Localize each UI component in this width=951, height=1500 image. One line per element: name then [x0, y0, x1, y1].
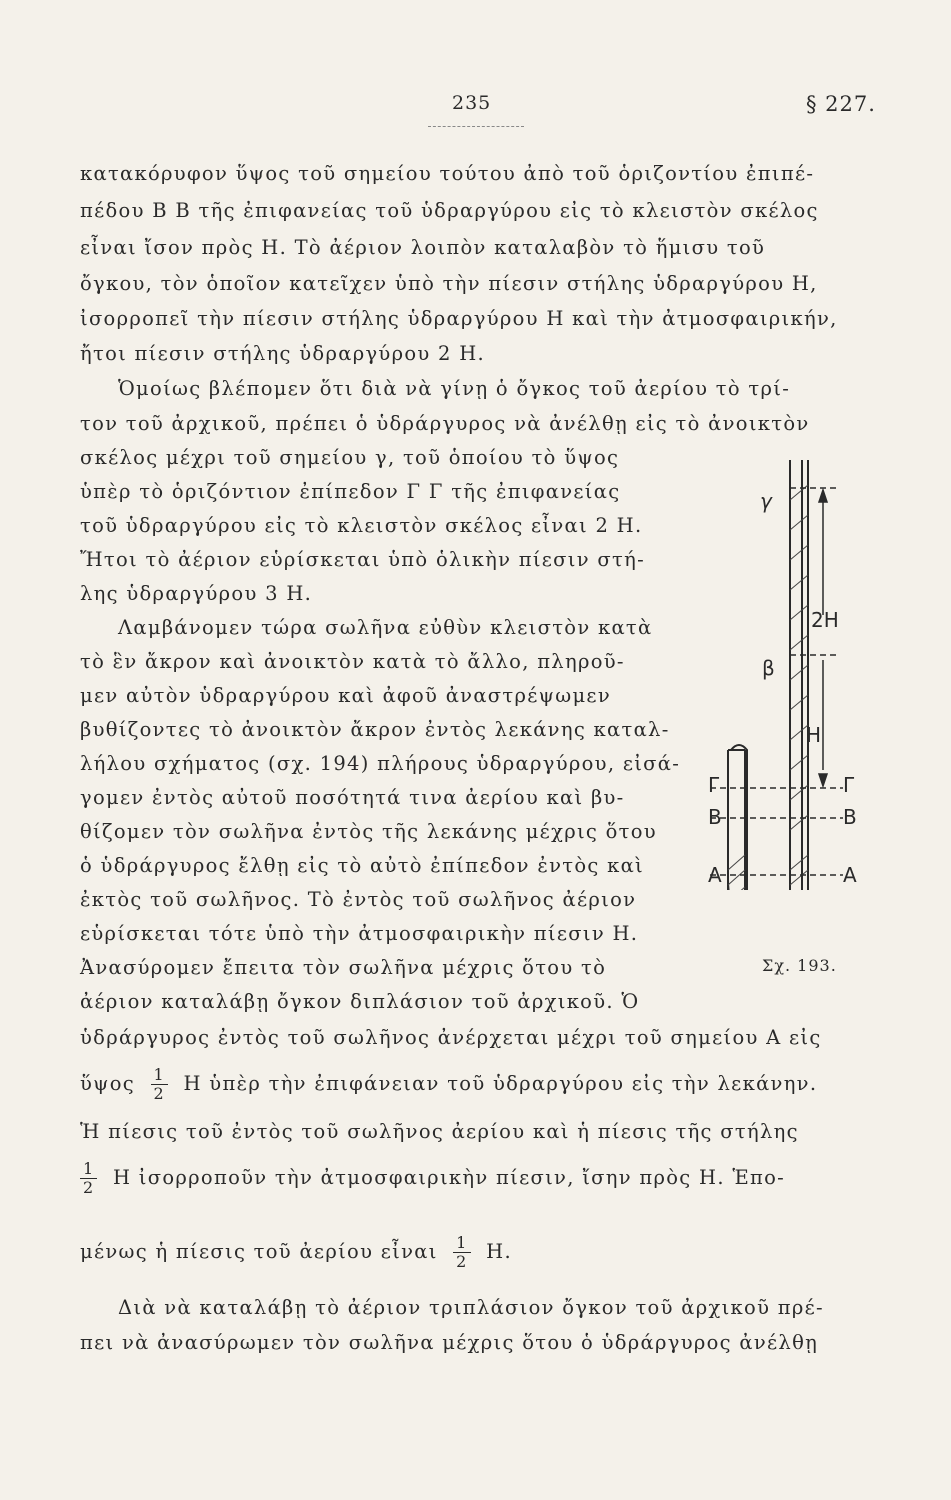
label-a-right: Α: [843, 863, 857, 887]
text-line: βυθίζοντες τὸ ἀνοικτὸν ἄκρον ἐντὸς λεκάνης καταλ-: [80, 718, 670, 741]
text-line: εὑρίσκεται τότε ὑπὸ τὴν ἀτμοσφαιρικὴν πίεσιν Η.: [80, 922, 639, 945]
label-b-right: Β: [843, 805, 857, 829]
text-line: ἐκτὸς τοῦ σωλῆνος. Τὸ ἐντὸς τοῦ σωλῆνος ἀέριον: [80, 888, 637, 911]
text-line: ἤτοι πίεσιν στήλης ὑδραργύρου 2 Η.: [80, 342, 486, 365]
fraction-one-half: [453, 1234, 470, 1271]
figure-caption: Σχ. 193.: [762, 956, 837, 975]
text-line: ἰσορροπεῖ τὴν πίεσιν στήλης ὑδραργύρου Η καὶ τὴν ἀτμοσφαιρικήν,: [80, 307, 838, 330]
text-line: Διὰ νὰ καταλάβῃ τὸ ἀέριον τριπλάσιον ὄγκον τοῦ ἀρχικοῦ πρέ-: [118, 1296, 824, 1319]
fraction-numerator: 1: [80, 1160, 97, 1179]
fraction-denominator: 2: [83, 1178, 95, 1197]
text-line: τὸ ἓν ἄκρον καὶ ἀνοικτὸν κατὰ τὸ ἄλλο, πληροῦ-: [80, 650, 625, 673]
label-gamma: γ: [760, 489, 772, 513]
text-line: εἶναι ἴσον πρὸς Η. Τὸ ἀέριον λοιπὸν καταλαβὸν τὸ ἥμισυ τοῦ: [80, 236, 766, 259]
text-line: ὑπὲρ τὸ ὁριζόντιον ἐπίπεδον Γ Γ τῆς ἐπιφανείας: [80, 480, 621, 503]
text-line: κατακόρυφον ὕψος τοῦ σημείου τούτου ἀπὸ τοῦ ὁριζοντίου ἐπιπέ-: [80, 162, 815, 185]
formula-line: [80, 1234, 512, 1270]
text-line: σκέλος μέχρι τοῦ σημείου γ, τοῦ ὁποίου τὸ ὕψος: [80, 446, 620, 469]
formula-line: [80, 1066, 817, 1102]
text-line: τοῦ ὑδραργύρου εἰς τὸ κλειστὸν σκέλος εἶναι 2 Η.: [80, 514, 643, 537]
formula-text: Η.: [486, 1240, 512, 1263]
mercury-fill: [728, 485, 808, 890]
formula-text: μένως ἡ πίεσις τοῦ ἀερίου εἶναι: [80, 1240, 438, 1263]
text-line: ὑδράργυρος ἐντὸς τοῦ σωλῆνος ἀνέρχεται μέχρι τοῦ σημείου Α εἰς: [80, 1026, 822, 1049]
formula-text: ὕψος: [80, 1072, 136, 1095]
fraction-numerator: 1: [453, 1234, 470, 1253]
fraction-denominator: 2: [153, 1084, 165, 1103]
u-tube-figure: [698, 450, 868, 890]
text-line: λήλου σχήματος (σχ. 194) πλήρους ὑδραργύρου, εἰσά-: [80, 752, 681, 775]
text-line: ἀέριον καταλάβῃ ὄγκον διπλάσιον τοῦ ἀρχικοῦ. Ὁ: [80, 990, 640, 1013]
text-line: Λαμβάνομεν τώρα σωλῆνα εὐθὺν κλειστὸν κατὰ: [118, 616, 653, 639]
label-b-left: Β: [708, 805, 722, 829]
text-line: ὄγκου, τὸν ὁποῖον κατεῖχεν ὑπὸ τὴν πίεσιν στήλης ὑδραργύρου Η,: [80, 272, 818, 295]
section-number: § 227.: [806, 92, 876, 116]
text-line: ὁ ὑδράργυρος ἔλθῃ εἰς τὸ αὐτὸ ἐπίπεδον ἐντὸς καὶ: [80, 854, 644, 877]
page-number-rule: [428, 126, 524, 127]
text-line: Ἀνασύρομεν ἔπειτα τὸν σωλῆνα μέχρις ὅτου τὸ: [80, 956, 607, 979]
formula-text: Η ἰσορροποῦν τὴν ἀτμοσφαιρικὴν πίεσιν, ἴσην πρὸς Η. Ἑπο-: [112, 1166, 786, 1189]
text-line: μεν αὐτὸν ὑδραργύρου καὶ ἀφοῦ ἀναστρέψωμεν: [80, 684, 611, 707]
label-h: Η: [806, 723, 822, 747]
label-a-left: Α: [708, 863, 722, 887]
text-line: γομεν ἐντὸς αὐτοῦ ποσότητά τινα ἀερίου καὶ βυ-: [80, 786, 625, 809]
fraction-one-half: [151, 1066, 168, 1103]
text-line: Ὁμοίως βλέπομεν ὅτι διὰ νὰ γίνῃ ὁ ὄγκος τοῦ ἀερίου τὸ τρί-: [118, 377, 791, 400]
text-line: θίζομεν τὸν σωλῆνα ἐντὸς τῆς λεκάνης μέχρις ὅτου: [80, 820, 657, 843]
fraction-denominator: 2: [456, 1252, 468, 1271]
formula-text: Η ὑπὲρ τὴν ἐπιφάνειαν τοῦ ὑδραργύρου εἰς τὴν λεκάνην.: [183, 1072, 818, 1095]
text-line: πέδου Β Β τῆς ἐπιφανείας τοῦ ὑδραργύρου εἰς τὸ κλειστὸν σκέλος: [80, 199, 819, 222]
text-line: Ἤτοι τὸ ἀέριον εὑρίσκεται ὑπὸ ὁλικὴν πίεσιν στή-: [80, 548, 645, 571]
label-gamma-left: Γ: [708, 773, 720, 797]
label-gamma-right: Γ: [843, 773, 855, 797]
text-line: τον τοῦ ἀρχικοῦ, πρέπει ὁ ὑδράργυρος νὰ ἀνέλθῃ εἰς τὸ ἀνοικτὸν: [80, 412, 810, 435]
page-number: 235: [452, 92, 492, 114]
formula-line: Ἡ πίεσις τοῦ ἐντὸς τοῦ σωλῆνος ἀερίου καὶ ἡ πίεσις τῆς στήλης: [80, 1120, 799, 1143]
text-line: λης ὑδραργύρου 3 Η.: [80, 582, 313, 605]
formula-line: [80, 1160, 785, 1196]
label-beta: β: [762, 656, 775, 680]
label-2h: 2Η: [811, 608, 839, 632]
fraction-one-half: [80, 1160, 97, 1197]
fraction-numerator: 1: [151, 1066, 168, 1085]
text-line: πει νὰ ἀνασύρωμεν τὸν σωλῆνα μέχρις ὅτου ὁ ὑδράργυρος ἀνέλθῃ: [80, 1331, 819, 1354]
